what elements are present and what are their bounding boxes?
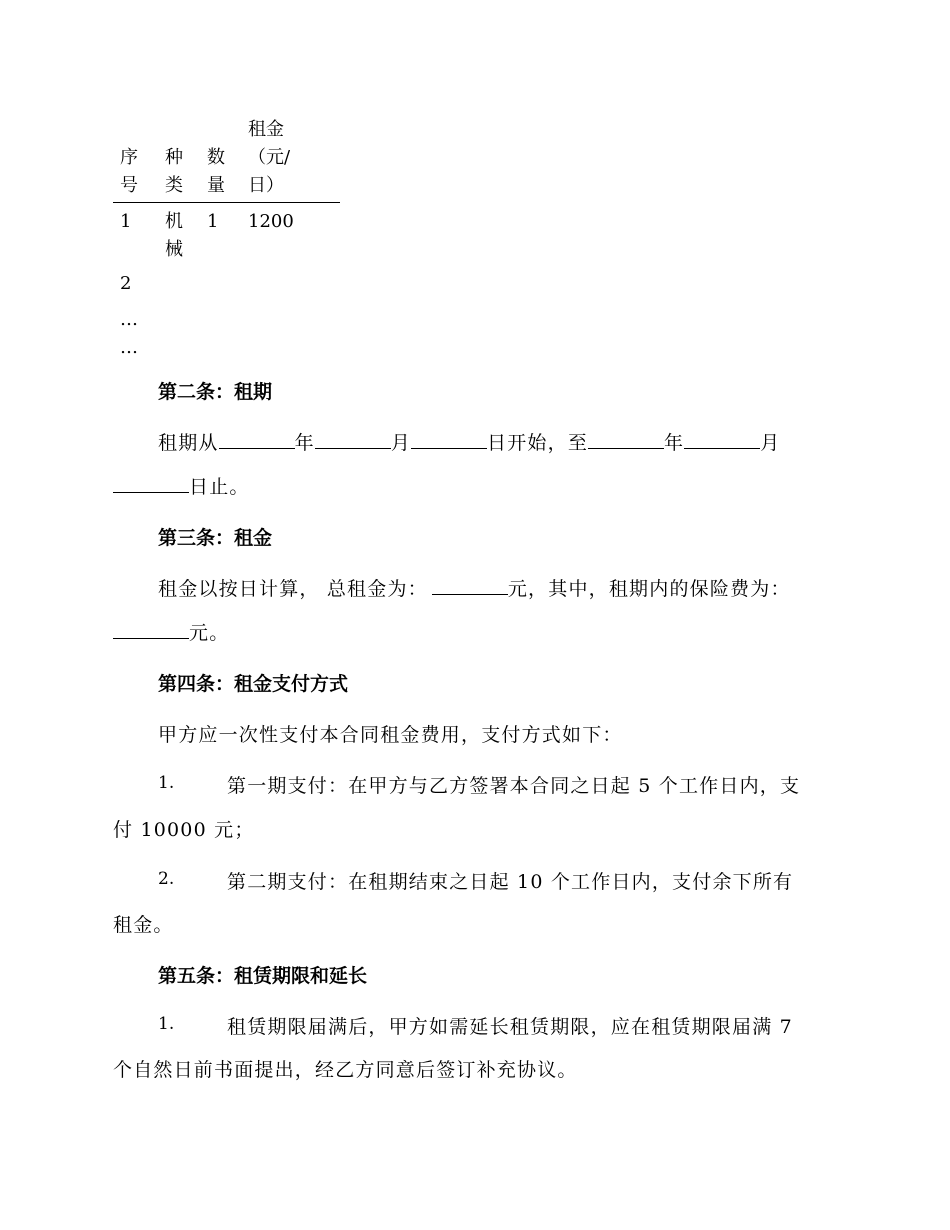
- article4-intro: 甲方应一次性支付本合同租金费用，支付方式如下：: [158, 724, 623, 746]
- article4-item1-line2: 付 10000 元；: [113, 819, 255, 841]
- end-day-blank: [113, 476, 189, 493]
- start-year-blank: [219, 432, 295, 449]
- row2-seq: 2: [120, 273, 132, 294]
- article2-month-label-2: 月: [760, 432, 781, 454]
- header-rent-line1: 租金: [248, 119, 284, 140]
- article3-text-b: 元，其中，租期内的保险费为：: [507, 578, 791, 600]
- article4-item1-number: 1.: [158, 773, 175, 793]
- article2-day-end: 日止。: [189, 476, 250, 498]
- article5-item1-line2: 个自然日前书面提出，经乙方同意后签订补充协议。: [113, 1059, 578, 1081]
- article2-heading: 第二条：租期: [158, 381, 273, 403]
- header-qty: 数量: [207, 147, 225, 196]
- header-rent-line2: （元/: [248, 147, 291, 168]
- article3-text-c: 元。: [189, 622, 230, 644]
- article3-line1: [158, 574, 791, 601]
- row1-qty: 1: [207, 211, 219, 232]
- start-day-blank: [411, 432, 487, 449]
- article2-month-label: 月: [390, 432, 412, 454]
- row1-seq: 1: [120, 211, 132, 232]
- article4-item1-line1: 第一期支付：在甲方与乙方签署本合同之日起 5 个工作日内，支: [227, 775, 801, 797]
- row4-seq: …: [120, 337, 138, 358]
- article3-text-a: 租金以按日计算， 总租金为：: [158, 578, 428, 600]
- article3-line2: [113, 618, 229, 645]
- article2-line1: [158, 428, 780, 455]
- row1-kind: 机械: [165, 211, 183, 260]
- article2-year-label-2: 年: [664, 432, 685, 454]
- article4-item2-number: 2.: [158, 869, 175, 889]
- article3-heading: 第三条：租金: [158, 527, 273, 549]
- article5-heading: 第五条：租赁期限和延长: [158, 965, 368, 987]
- total-rent-blank: [432, 578, 508, 595]
- header-rent-line3: 日）: [248, 175, 284, 196]
- table-header-rule: [113, 202, 340, 203]
- article4-item2-line2: 租金。: [113, 914, 174, 936]
- article5-item1-line1: 租赁期限届满后，甲方如需延长租赁期限，应在租赁期限届满 7: [227, 1016, 793, 1038]
- header-kind: 种类: [165, 147, 183, 196]
- header-seq: 序号: [120, 147, 138, 196]
- article2-text-from: 租期从: [158, 432, 219, 454]
- article4-heading: 第四条：租金支付方式: [158, 673, 349, 695]
- article2-line2: [113, 472, 250, 499]
- article2-year-label: 年: [294, 432, 315, 454]
- start-month-blank: [315, 432, 391, 449]
- insurance-fee-blank: [113, 622, 189, 639]
- row3-seq: …: [120, 309, 138, 330]
- end-month-blank: [684, 432, 760, 449]
- article4-item2-line1: 第二期支付：在租期结束之日起 10 个工作日内，支付余下所有: [227, 871, 794, 893]
- article5-item1-number: 1.: [158, 1014, 175, 1034]
- row1-rent: 1200: [248, 211, 294, 232]
- end-year-blank: [588, 432, 664, 449]
- article2-day-start: 日开始，至: [487, 432, 589, 454]
